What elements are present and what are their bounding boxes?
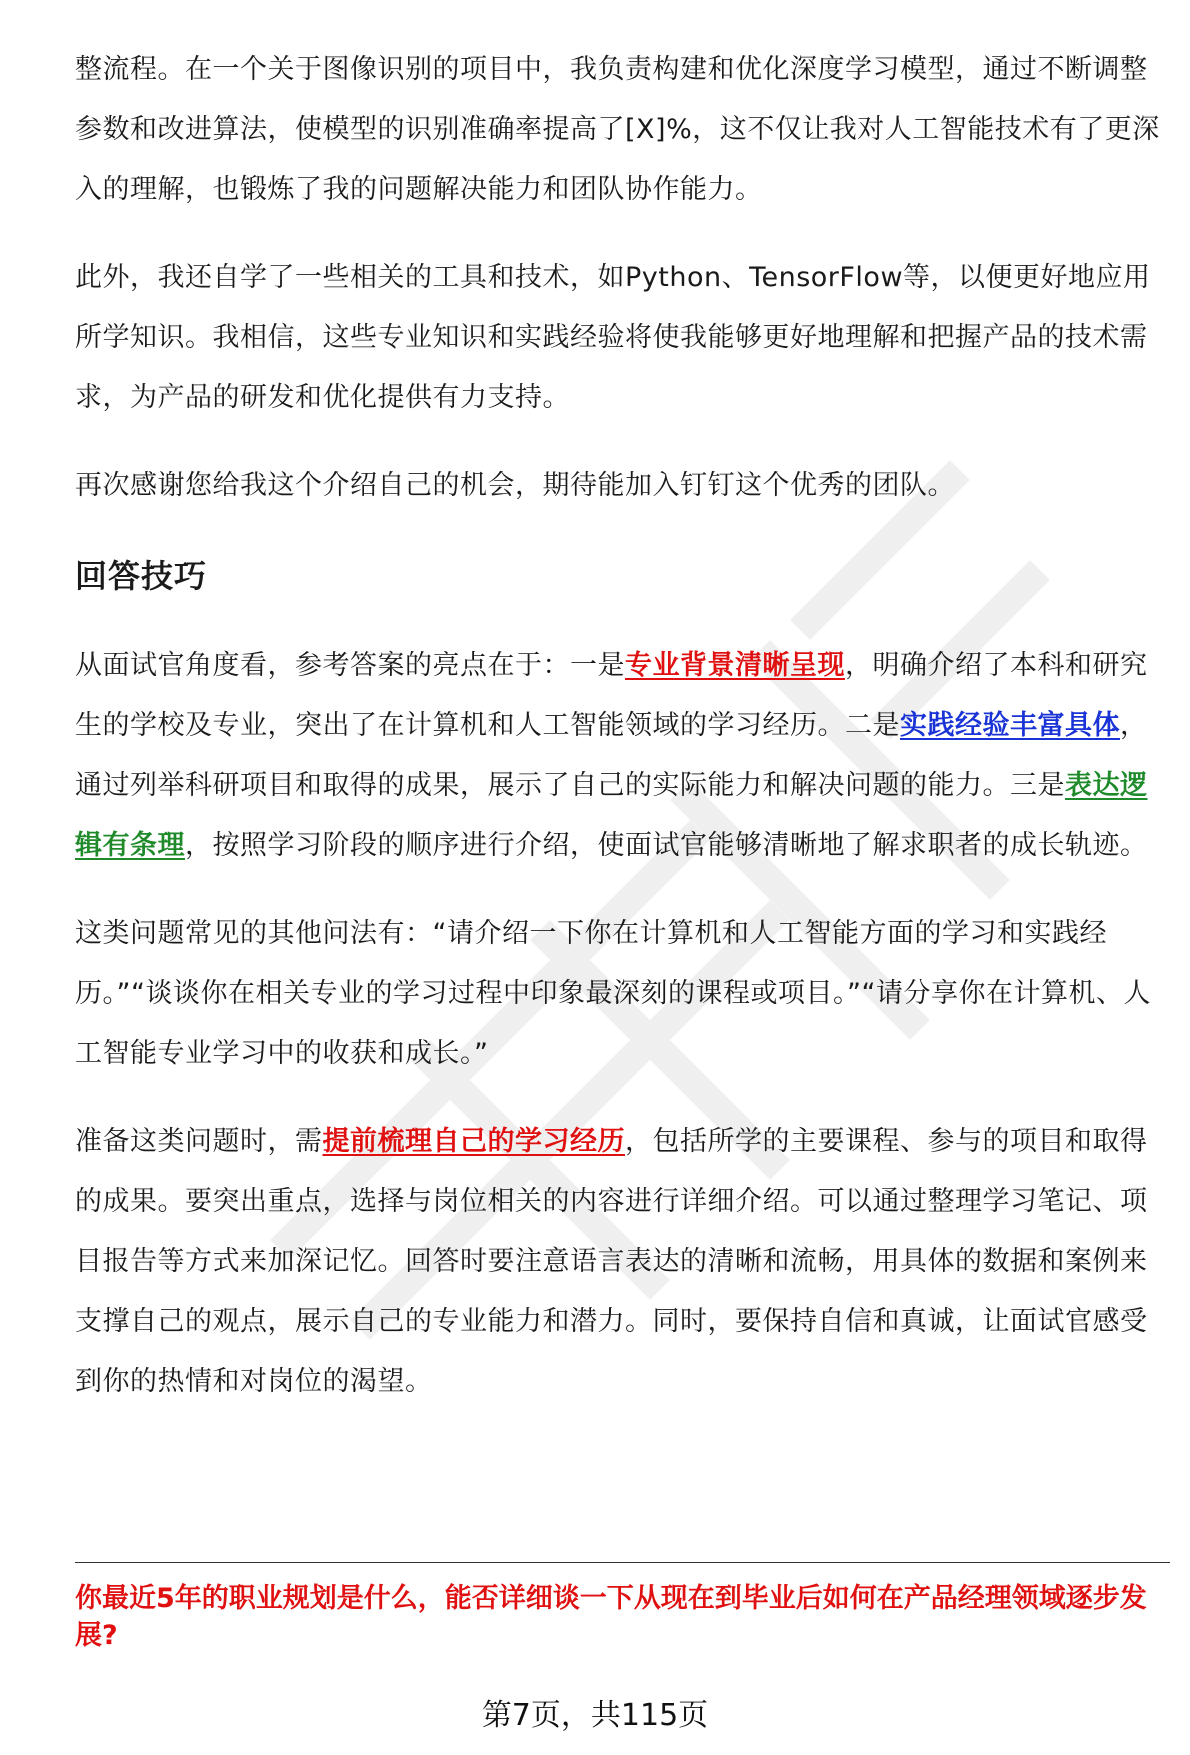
- tips-text: ，通过列举科研项目和取得的成果，展示了自己的实际能力和解决问题的能力。三是: [75, 710, 1148, 801]
- page-content: [75, 40, 1170, 1412]
- section-heading-tips: 回答技巧: [75, 557, 208, 595]
- highlight-keyword: 表达逻辑有条理: [75, 770, 1148, 861]
- body-paragraph-2: 此外，我还自学了一些相关的工具和技术，如Python、TensorFlow等，以便更好地应用所学知识。我相信，这些专业知识和实践经验将使我能够更好地理解和把握产品的技术需求，为产品的研发和优化提供有力支持。: [75, 262, 1151, 413]
- highlight-keyword: 实践经验丰富具体: [900, 710, 1120, 741]
- page-number: 第7页，共115页: [481, 1698, 709, 1733]
- tips-paragraph-1: [75, 636, 1170, 876]
- section-divider: [75, 1562, 1170, 1563]
- tips-text: ，包括所学的主要课程、参与的项目和取得的成果。要突出重点，选择与岗位相关的内容进行详细介绍。可以通过整理学习笔记、项目报告等方式来加深记忆。回答时要注意语言表达的清晰和流畅，用具体的数据和案例来支撑自己的观点，展示自己的专业能力和潜力。同时，要保持自信和真诚，让面试官感受到你的热情和对岗位的渴望。: [75, 1126, 1148, 1397]
- body-paragraph-3: 再次感谢您给我这个介绍自己的机会，期待能加入钉钉这个优秀的团队。: [75, 470, 955, 501]
- tips-text: 准备这类问题时，需: [75, 1126, 323, 1157]
- tips-text: ，按照学习阶段的顺序进行介绍，使面试官能够清晰地了解求职者的成长轨迹。: [185, 830, 1148, 861]
- body-paragraph-1: 整流程。在一个关于图像识别的项目中，我负责构建和优化深度学习模型，通过不断调整参数和改进算法，使模型的识别准确率提高了[X]%，这不仅让我对人工智能技术有了更深入的理解，也锻炼了我的问题解决能力和团队协作能力。: [75, 54, 1160, 205]
- tips-paragraph-2: 这类问题常见的其他问法有：“请介绍一下你在计算机和人工智能方面的学习和实践经历。”“谈谈你在相关专业的学习过程中印象最深刻的课程或项目。”“请分享你在计算机、人工智能专业学习中的收获和成长。”: [75, 918, 1151, 1069]
- highlight-keyword: 专业背景清晰呈现: [625, 650, 845, 681]
- tips-paragraph-3: [75, 1112, 1170, 1412]
- next-question-title: 你最近5年的职业规划是什么，能否详细谈一下从现在到毕业后如何在产品经理领域逐步发展?: [75, 1583, 1147, 1651]
- tips-text: 从面试官角度看，参考答案的亮点在于：一是: [75, 650, 625, 681]
- highlight-keyword: 提前梳理自己的学习经历: [322, 1126, 625, 1157]
- tips-text: ，明确介绍了本科和研究生的学校及专业，突出了在计算机和人工智能领域的学习经历。二是: [75, 650, 1148, 741]
